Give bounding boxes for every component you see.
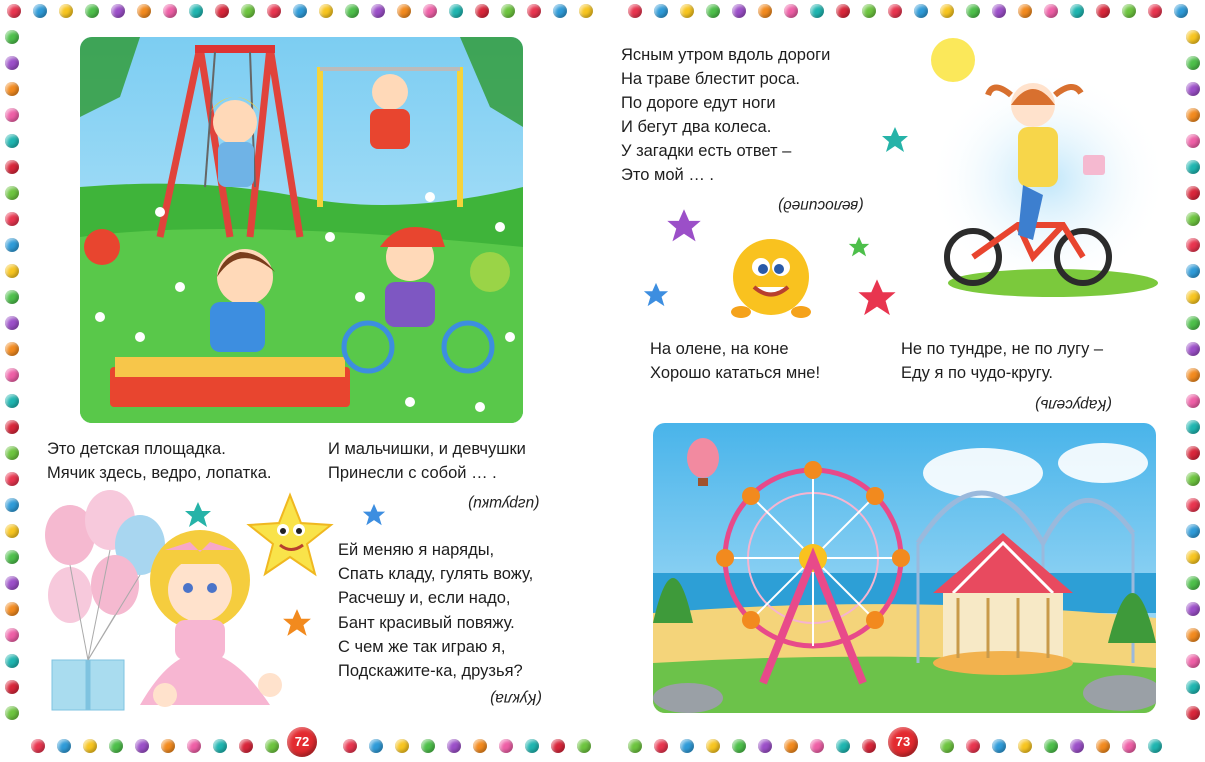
bead-decoration xyxy=(5,56,19,70)
bead-decoration xyxy=(319,4,333,18)
star-icon xyxy=(881,126,909,154)
bead-decoration xyxy=(5,420,19,434)
text-line: Ей меняю я наряды, xyxy=(338,541,495,559)
bead-decoration xyxy=(784,739,798,753)
page-number: 73 xyxy=(888,727,918,757)
bead-decoration xyxy=(449,4,463,18)
bead-decoration xyxy=(1186,186,1200,200)
star-icon xyxy=(282,608,312,638)
amusement-park-illustration xyxy=(653,423,1156,713)
bead-decoration xyxy=(161,739,175,753)
bead-decoration xyxy=(1186,368,1200,382)
riddle2-col2 xyxy=(901,337,1103,385)
text-line: Это детская площадка. xyxy=(47,440,226,458)
bead-decoration xyxy=(1186,290,1200,304)
bead-decoration xyxy=(31,739,45,753)
bead-decoration xyxy=(421,739,435,753)
playground-illustration xyxy=(80,37,523,423)
bead-decoration xyxy=(163,4,177,18)
bead-decoration xyxy=(1186,56,1200,70)
bead-decoration xyxy=(5,498,19,512)
bead-decoration xyxy=(992,739,1006,753)
bead-decoration xyxy=(1186,446,1200,460)
bead-decoration xyxy=(1186,238,1200,252)
bead-decoration xyxy=(5,108,19,122)
text-line: Принесли с собой … . xyxy=(328,464,497,482)
bead-decoration xyxy=(213,739,227,753)
bead-decoration xyxy=(1186,524,1200,538)
bead-decoration xyxy=(628,739,642,753)
bead-decoration xyxy=(1018,4,1032,18)
bead-decoration xyxy=(501,4,515,18)
riddle1-col2 xyxy=(328,437,526,485)
bead-decoration xyxy=(1186,264,1200,278)
sun-mascot-illustration xyxy=(721,232,821,327)
bead-decoration xyxy=(7,4,21,18)
bead-decoration xyxy=(1148,4,1162,18)
bead-decoration xyxy=(862,4,876,18)
bead-decoration xyxy=(473,739,487,753)
bead-decoration xyxy=(33,4,47,18)
bead-decoration xyxy=(5,238,19,252)
page-number: 72 xyxy=(287,727,317,757)
bead-decoration xyxy=(475,4,489,18)
text-line: Бант красивый повяжу. xyxy=(338,613,515,632)
bead-decoration xyxy=(5,368,19,382)
bead-decoration xyxy=(5,706,19,720)
bead-decoration xyxy=(397,4,411,18)
bead-decoration xyxy=(553,4,567,18)
bead-decoration xyxy=(1186,498,1200,512)
bead-decoration xyxy=(1174,4,1188,18)
star-icon xyxy=(848,236,870,258)
bead-decoration xyxy=(1186,628,1200,642)
riddle1-answer: (велосипед) xyxy=(778,197,864,214)
bead-decoration xyxy=(5,524,19,538)
bead-decoration xyxy=(1186,108,1200,122)
bead-decoration xyxy=(810,739,824,753)
bead-decoration xyxy=(1186,212,1200,226)
bead-decoration xyxy=(5,212,19,226)
bead-decoration xyxy=(5,680,19,694)
bead-decoration xyxy=(1186,30,1200,44)
bead-decoration xyxy=(239,739,253,753)
bead-decoration xyxy=(1186,576,1200,590)
star-mascot-illustration xyxy=(245,490,335,580)
bicycle-girl-illustration xyxy=(923,35,1168,300)
bead-decoration xyxy=(265,739,279,753)
riddle1-answer: (игрушки) xyxy=(468,495,540,512)
bead-decoration xyxy=(836,739,850,753)
bead-decoration xyxy=(654,4,668,18)
bead-decoration xyxy=(267,4,281,18)
bead-decoration xyxy=(1186,602,1200,616)
riddle2-answer: (Карусель) xyxy=(1035,396,1112,413)
bead-decoration xyxy=(784,4,798,18)
bead-decoration xyxy=(966,739,980,753)
bead-decoration xyxy=(966,4,980,18)
bead-decoration xyxy=(732,4,746,18)
text-line: Расчешу и, если надо, xyxy=(338,589,511,608)
bead-decoration xyxy=(215,4,229,18)
bead-decoration xyxy=(1186,654,1200,668)
bead-decoration xyxy=(1070,739,1084,753)
bead-decoration xyxy=(706,739,720,753)
bead-decoration xyxy=(5,30,19,44)
bead-decoration xyxy=(137,4,151,18)
bead-decoration xyxy=(5,472,19,486)
bead-decoration xyxy=(1044,739,1058,753)
bead-decoration xyxy=(940,4,954,18)
bead-decoration xyxy=(1044,4,1058,18)
bead-decoration xyxy=(5,342,19,356)
bead-decoration xyxy=(551,739,565,753)
bead-decoration xyxy=(5,576,19,590)
bead-decoration xyxy=(345,4,359,18)
bead-decoration xyxy=(5,316,19,330)
bead-decoration xyxy=(1186,160,1200,174)
text-line: Хорошо кататься мне! xyxy=(650,364,821,382)
riddle2-col1 xyxy=(650,337,820,385)
bead-decoration xyxy=(1122,4,1136,18)
bead-decoration xyxy=(888,4,902,18)
bead-decoration xyxy=(423,4,437,18)
bead-decoration xyxy=(525,739,539,753)
bead-decoration xyxy=(758,4,772,18)
bead-decoration xyxy=(527,4,541,18)
bead-decoration xyxy=(1186,550,1200,564)
bead-decoration xyxy=(343,739,357,753)
text-line: Ясным утром вдоль дороги xyxy=(621,46,831,64)
text-line: И бегут два колеса. xyxy=(621,118,772,136)
text-line: Это мой … . xyxy=(621,166,714,184)
bead-decoration xyxy=(862,739,876,753)
bead-decoration xyxy=(940,739,954,753)
bead-decoration xyxy=(1186,472,1200,486)
bead-decoration xyxy=(810,4,824,18)
bead-decoration xyxy=(5,186,19,200)
bead-decoration xyxy=(447,739,461,753)
bead-decoration xyxy=(5,290,19,304)
star-icon xyxy=(857,278,897,318)
bead-decoration xyxy=(680,739,694,753)
bead-decoration xyxy=(1186,394,1200,408)
bead-decoration xyxy=(499,739,513,753)
text-line: Мячик здесь, ведро, лопатка. xyxy=(47,464,272,482)
bead-decoration xyxy=(135,739,149,753)
text-line: Еду я по чудо-кругу. xyxy=(901,364,1053,382)
bead-decoration xyxy=(59,4,73,18)
bead-decoration xyxy=(1018,739,1032,753)
bead-decoration xyxy=(914,4,928,18)
bead-decoration xyxy=(1186,82,1200,96)
bead-decoration xyxy=(293,4,307,18)
bead-decoration xyxy=(1186,134,1200,148)
bead-decoration xyxy=(628,4,642,18)
bead-decoration xyxy=(1186,316,1200,330)
bead-decoration xyxy=(1122,739,1136,753)
bead-decoration xyxy=(1096,739,1110,753)
bead-decoration xyxy=(5,82,19,96)
bead-decoration xyxy=(5,654,19,668)
bead-decoration xyxy=(5,264,19,278)
bead-decoration xyxy=(369,739,383,753)
bead-decoration xyxy=(1070,4,1084,18)
star-icon xyxy=(184,501,212,529)
bead-decoration xyxy=(395,739,409,753)
star-icon xyxy=(666,208,702,244)
right-page xyxy=(603,0,1205,762)
bead-decoration xyxy=(109,739,123,753)
bead-decoration xyxy=(5,628,19,642)
bead-decoration xyxy=(5,394,19,408)
left-page xyxy=(0,0,602,762)
bead-decoration xyxy=(241,4,255,18)
riddle2-answer: (Кукла) xyxy=(490,690,542,707)
bead-decoration xyxy=(5,134,19,148)
riddle1-col1 xyxy=(47,437,272,485)
bead-decoration xyxy=(1186,706,1200,720)
bead-decoration xyxy=(577,739,591,753)
bead-decoration xyxy=(371,4,385,18)
bead-decoration xyxy=(111,4,125,18)
bead-decoration xyxy=(579,4,593,18)
bead-decoration xyxy=(5,602,19,616)
bead-decoration xyxy=(5,550,19,564)
text-line: С чем же так играю я, xyxy=(338,637,506,656)
bead-decoration xyxy=(1186,680,1200,694)
bead-decoration xyxy=(5,446,19,460)
text-line: По дороге едут ноги xyxy=(621,94,776,112)
bead-decoration xyxy=(654,739,668,753)
bead-decoration xyxy=(5,160,19,174)
bead-decoration xyxy=(1148,739,1162,753)
text-line: На олене, на коне xyxy=(650,340,789,358)
bead-decoration xyxy=(758,739,772,753)
bead-decoration xyxy=(1186,342,1200,356)
bead-decoration xyxy=(836,4,850,18)
text-line: Не по тундре, не по лугу – xyxy=(901,340,1104,358)
riddle2-verse xyxy=(338,538,533,683)
bead-decoration xyxy=(732,739,746,753)
bead-decoration xyxy=(187,739,201,753)
text-line: И мальчишки, и девчушки xyxy=(328,440,526,458)
bead-decoration xyxy=(57,739,71,753)
text-line: Спать кладу, гулять вожу, xyxy=(338,565,534,584)
bead-decoration xyxy=(83,739,97,753)
bead-decoration xyxy=(189,4,203,18)
riddle1-verse xyxy=(621,43,830,187)
bead-decoration xyxy=(706,4,720,18)
star-icon xyxy=(362,503,386,527)
text-line: На траве блестит роса. xyxy=(621,70,800,88)
text-line: У загадки есть ответ – xyxy=(621,142,792,160)
bead-decoration xyxy=(1096,4,1110,18)
bead-decoration xyxy=(992,4,1006,18)
star-icon xyxy=(643,282,669,308)
bead-decoration xyxy=(1186,420,1200,434)
text-line: Подскажите-ка, друзья? xyxy=(338,662,523,681)
bead-decoration xyxy=(680,4,694,18)
bead-decoration xyxy=(85,4,99,18)
